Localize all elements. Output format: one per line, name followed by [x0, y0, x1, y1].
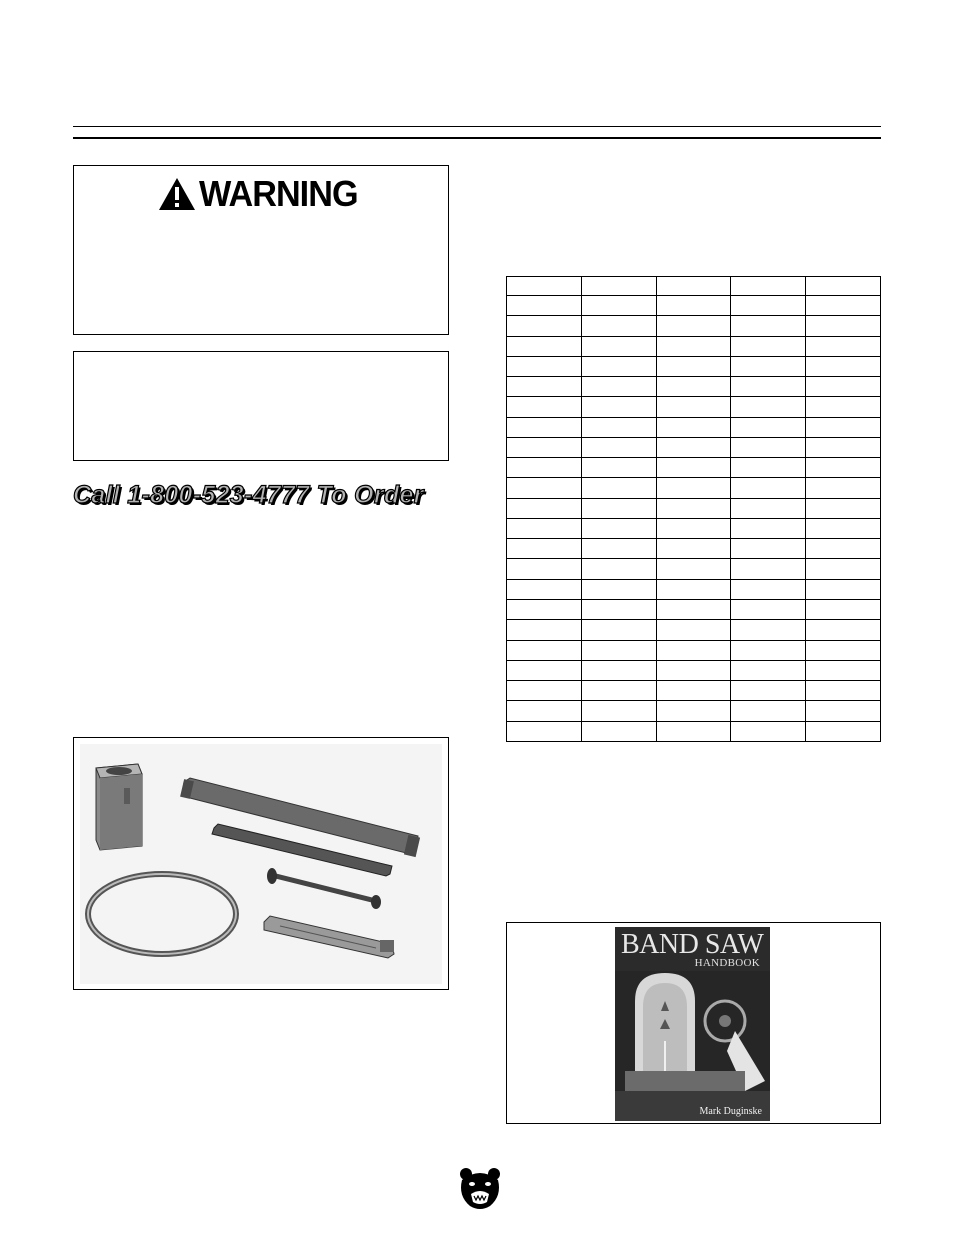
table-cell	[507, 417, 582, 437]
blade-size-table	[506, 276, 881, 742]
table-row	[507, 336, 881, 356]
table-cell	[581, 539, 656, 559]
table-cell	[507, 377, 582, 397]
table-cell	[581, 559, 656, 579]
table-cell	[806, 437, 881, 457]
table-cell	[656, 620, 731, 640]
table-cell	[581, 681, 656, 701]
table-row	[507, 599, 881, 619]
table-row	[507, 640, 881, 660]
book-author: Mark Duginske	[699, 1106, 762, 1117]
table-cell	[806, 599, 881, 619]
table-cell	[731, 478, 806, 498]
table-cell	[581, 478, 656, 498]
table-cell	[507, 599, 582, 619]
table-cell	[806, 316, 881, 336]
table-row	[507, 316, 881, 336]
table-cell	[806, 579, 881, 599]
table-row	[507, 458, 881, 478]
table-cell	[507, 296, 582, 316]
table-cell	[806, 660, 881, 680]
table-row	[507, 478, 881, 498]
table-cell	[507, 620, 582, 640]
table-cell	[581, 296, 656, 316]
table-cell	[656, 458, 731, 478]
table-cell	[507, 701, 582, 721]
table-cell	[806, 296, 881, 316]
table-cell	[507, 356, 582, 376]
table-header-cell	[806, 277, 881, 296]
table-cell	[656, 397, 731, 417]
table-cell	[507, 640, 582, 660]
table-cell	[581, 701, 656, 721]
table-cell	[656, 417, 731, 437]
table-cell	[731, 721, 806, 741]
table-cell	[806, 640, 881, 660]
table-cell	[731, 336, 806, 356]
table-header-row	[507, 277, 881, 296]
table-cell	[806, 701, 881, 721]
table-cell	[581, 620, 656, 640]
table-cell	[731, 559, 806, 579]
table-cell	[806, 559, 881, 579]
header-rule-thin	[73, 126, 881, 127]
table-cell	[507, 721, 582, 741]
table-cell	[731, 660, 806, 680]
warning-triangle-icon	[157, 176, 197, 212]
table-cell	[656, 296, 731, 316]
table-row	[507, 539, 881, 559]
table-row	[507, 356, 881, 376]
table-cell	[656, 599, 731, 619]
table-cell	[507, 539, 582, 559]
table-cell	[656, 377, 731, 397]
table-cell	[507, 498, 582, 518]
table-cell	[581, 721, 656, 741]
table-row	[507, 377, 881, 397]
table-cell	[581, 498, 656, 518]
table-cell	[581, 599, 656, 619]
table-cell	[656, 498, 731, 518]
table-cell	[731, 316, 806, 336]
table-row	[507, 498, 881, 518]
table-row	[507, 417, 881, 437]
table-cell	[581, 458, 656, 478]
order-phone-callout: Call 1-800-523-4777 To Order	[73, 481, 424, 509]
table-row	[507, 296, 881, 316]
table-cell	[656, 559, 731, 579]
table-row	[507, 701, 881, 721]
table-header-cell	[581, 277, 656, 296]
book-box	[506, 922, 881, 1124]
table-cell	[581, 356, 656, 376]
warning-box	[73, 165, 449, 335]
table-cell	[507, 660, 582, 680]
table-cell	[731, 599, 806, 619]
table-row	[507, 518, 881, 538]
table-cell	[731, 417, 806, 437]
notice-box	[73, 351, 449, 461]
book-title: BAND SAW	[621, 929, 764, 960]
table-row	[507, 579, 881, 599]
table-cell	[731, 498, 806, 518]
book-cover	[615, 927, 770, 1121]
grizzly-bear-logo-icon	[458, 1166, 502, 1212]
table-cell	[581, 660, 656, 680]
riser-block-kit-photo	[80, 744, 442, 984]
warning-title: WARNING	[198, 173, 358, 214]
table-cell	[581, 397, 656, 417]
table-cell	[656, 721, 731, 741]
table-cell	[581, 417, 656, 437]
table-cell	[806, 518, 881, 538]
table-cell	[806, 681, 881, 701]
table-cell	[806, 377, 881, 397]
table-cell	[581, 437, 656, 457]
parts-photo-box	[73, 737, 449, 990]
table-cell	[507, 397, 582, 417]
table-cell	[581, 316, 656, 336]
table-cell	[806, 336, 881, 356]
table-cell	[656, 478, 731, 498]
table-cell	[656, 336, 731, 356]
table-cell	[656, 660, 731, 680]
table-cell	[731, 579, 806, 599]
table-cell	[731, 377, 806, 397]
table-cell	[507, 681, 582, 701]
table-header-cell	[731, 277, 806, 296]
table-cell	[581, 336, 656, 356]
table-cell	[656, 518, 731, 538]
table-cell	[581, 377, 656, 397]
table-row	[507, 397, 881, 417]
table-cell	[731, 701, 806, 721]
table-cell	[507, 559, 582, 579]
table-cell	[656, 681, 731, 701]
table-cell	[731, 640, 806, 660]
table-cell	[507, 458, 582, 478]
table-cell	[731, 539, 806, 559]
table-row	[507, 437, 881, 457]
table-cell	[507, 478, 582, 498]
table-cell	[731, 681, 806, 701]
table-cell	[731, 620, 806, 640]
table-cell	[656, 579, 731, 599]
table-cell	[806, 721, 881, 741]
table-cell	[581, 518, 656, 538]
table-row	[507, 660, 881, 680]
table-cell	[507, 336, 582, 356]
table-cell	[806, 397, 881, 417]
table-cell	[731, 518, 806, 538]
table-row	[507, 620, 881, 640]
table-cell	[656, 437, 731, 457]
table-cell	[507, 316, 582, 336]
table-cell	[806, 417, 881, 437]
warning-header	[74, 173, 448, 214]
table-cell	[656, 640, 731, 660]
table-cell	[656, 539, 731, 559]
table-cell	[731, 397, 806, 417]
table-cell	[806, 458, 881, 478]
table-header-cell	[656, 277, 731, 296]
table-cell	[806, 498, 881, 518]
table-cell	[656, 316, 731, 336]
header-rule-thick	[73, 137, 881, 139]
book-subtitle: HANDBOOK	[694, 957, 760, 969]
table-row	[507, 721, 881, 741]
table-cell	[806, 620, 881, 640]
table-cell	[581, 640, 656, 660]
table-cell	[507, 579, 582, 599]
table-header-cell	[507, 277, 582, 296]
table-cell	[731, 296, 806, 316]
table-cell	[731, 458, 806, 478]
table-cell	[581, 579, 656, 599]
table-cell	[507, 518, 582, 538]
table-row	[507, 559, 881, 579]
table-cell	[731, 356, 806, 376]
riser-block-casting	[96, 764, 142, 850]
table-cell	[806, 478, 881, 498]
table-cell	[656, 356, 731, 376]
table-body	[507, 296, 881, 742]
table-cell	[507, 437, 582, 457]
table-row	[507, 681, 881, 701]
bandsaw-illustration	[615, 971, 770, 1121]
table-cell	[806, 356, 881, 376]
table-cell	[806, 539, 881, 559]
table-cell	[731, 437, 806, 457]
table-cell	[656, 701, 731, 721]
